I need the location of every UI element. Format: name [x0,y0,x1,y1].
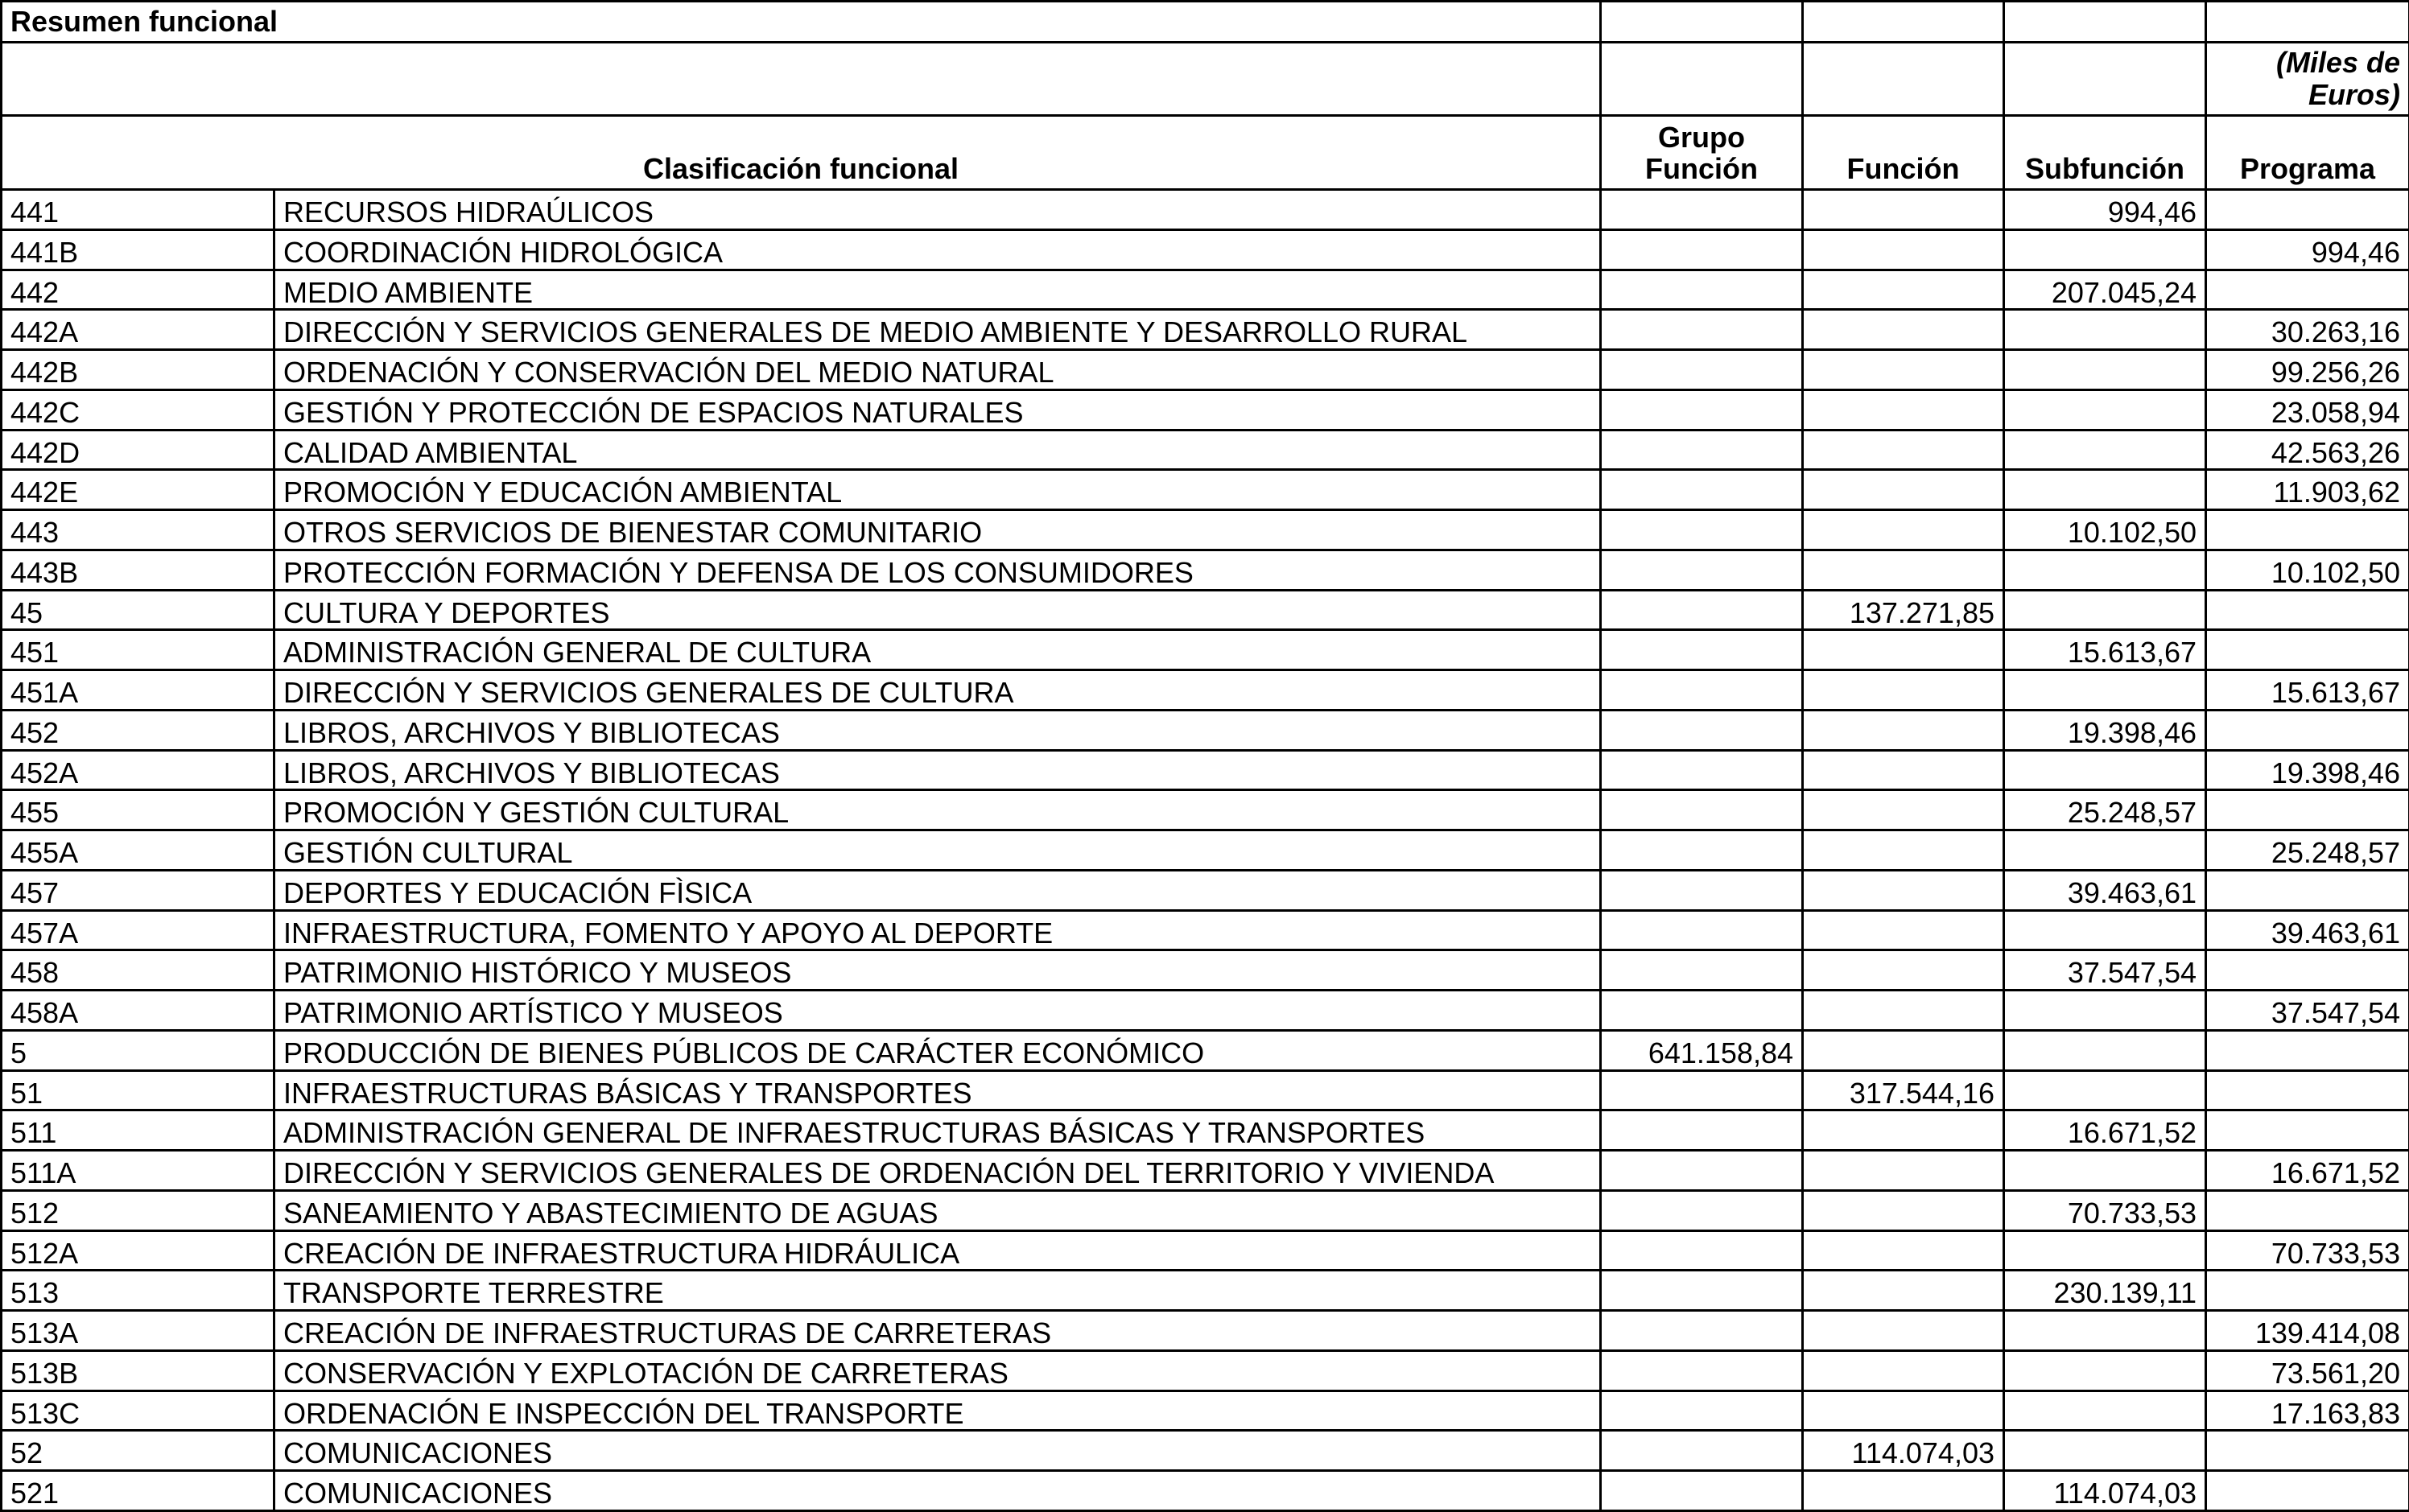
programa-cell: 994,46 [2206,229,2409,270]
grupo-funcion-cell [1601,550,1803,590]
programa-cell: 23.058,94 [2206,389,2409,430]
funcion-cell: 137.271,85 [1803,590,2004,630]
funcion-cell [1803,1350,2004,1390]
empty-cell [2004,2,2206,43]
funcion-cell [1803,350,2004,390]
subfuncion-cell: 39.463,61 [2004,870,2206,910]
table-row [2,870,2409,910]
subfuncion-cell [2004,229,2206,270]
table-row [2,1190,2409,1230]
table-row [2,1431,2409,1471]
grupo-funcion-cell [1601,1350,1803,1390]
grupo-funcion-cell [1601,1431,1803,1471]
description-cell: ORDENACIÓN E INSPECCIÓN DEL TRANSPORTE [274,1390,1601,1431]
funcion-cell [1803,1110,2004,1151]
funcion-cell [1803,950,2004,991]
code-cell: 511A [2,1151,274,1191]
code-cell: 452 [2,710,274,750]
funcion-cell [1803,910,2004,950]
code-cell: 513B [2,1350,274,1390]
description-cell: CREACIÓN DE INFRAESTRUCTURA HIDRÁULICA [274,1230,1601,1271]
title-row [2,2,2409,43]
grupo-funcion-cell [1601,229,1803,270]
subfuncion-cell [2004,1030,2206,1070]
description-cell: LIBROS, ARCHIVOS Y BIBLIOTECAS [274,710,1601,750]
grupo-funcion-cell [1601,910,1803,950]
subfuncion-cell [2004,750,2206,790]
code-cell: 442A [2,310,274,350]
funcion-cell [1803,790,2004,830]
grupo-funcion-cell [1601,270,1803,310]
programa-cell [2206,1190,2409,1230]
grupo-funcion-cell [1601,350,1803,390]
grupo-funcion-cell [1601,1271,1803,1311]
programa-cell [2206,1070,2409,1110]
empty-cell [1803,43,2004,116]
description-cell: DIRECCIÓN Y SERVICIOS GENERALES DE ORDENACIÓN DEL TERRITORIO Y VIVIENDA [274,1151,1601,1191]
funcion-cell: 114.074,03 [1803,1431,2004,1471]
programa-cell: 42.563,26 [2206,430,2409,470]
programa-cell [2206,270,2409,310]
table-row [2,670,2409,711]
grupo-funcion-cell [1601,1110,1803,1151]
funcion-cell [1803,270,2004,310]
programa-cell: 70.733,53 [2206,1230,2409,1271]
subfuncion-cell [2004,991,2206,1031]
empty-cell [2206,2,2409,43]
description-cell: RECURSOS HIDRAÚLICOS [274,190,1601,230]
grupo-funcion-cell [1601,1471,1803,1511]
funcion-cell [1803,1271,2004,1311]
funcion-cell [1803,670,2004,711]
grupo-funcion-cell [1601,1311,1803,1351]
table-row [2,350,2409,390]
code-cell: 512A [2,1230,274,1271]
table-row [2,1230,2409,1271]
subfuncion-cell: 994,46 [2004,190,2206,230]
programa-cell: 99.256,26 [2206,350,2409,390]
subfuncion-cell [2004,1350,2206,1390]
code-cell: 443B [2,550,274,590]
grupo-funcion-cell [1601,310,1803,350]
programa-cell: 37.547,54 [2206,991,2409,1031]
code-cell: 52 [2,1431,274,1471]
code-cell: 45 [2,590,274,630]
grupo-funcion-cell [1601,1151,1803,1191]
subfuncion-cell [2004,830,2206,871]
funcion-cell [1803,229,2004,270]
code-cell: 513 [2,1271,274,1311]
subfuncion-cell [2004,470,2206,510]
table-row [2,470,2409,510]
code-cell: 443 [2,510,274,550]
empty-cell [1601,43,1803,116]
grupo-funcion-cell [1601,630,1803,670]
description-cell: OTROS SERVICIOS DE BIENESTAR COMUNITARIO [274,510,1601,550]
subfuncion-cell: 37.547,54 [2004,950,2206,991]
table-row [2,229,2409,270]
table-row [2,1151,2409,1191]
subfuncion-cell: 25.248,57 [2004,790,2206,830]
grupo-funcion-cell [1601,430,1803,470]
grupo-funcion-cell: 641.158,84 [1601,1030,1803,1070]
description-cell: ADMINISTRACIÓN GENERAL DE INFRAESTRUCTURAS BÁSICAS Y TRANSPORTES [274,1110,1601,1151]
subfuncion-cell [2004,550,2206,590]
subfuncion-cell: 19.398,46 [2004,710,2206,750]
table-row [2,710,2409,750]
description-cell: COMUNICACIONES [274,1431,1601,1471]
description-cell: GESTIÓN CULTURAL [274,830,1601,871]
programa-cell [2206,1431,2409,1471]
programa-cell: 17.163,83 [2206,1390,2409,1431]
subfuncion-cell [2004,350,2206,390]
grupo-funcion-cell [1601,510,1803,550]
description-cell: ORDENACIÓN Y CONSERVACIÓN DEL MEDIO NATURAL [274,350,1601,390]
description-cell: GESTIÓN Y PROTECCIÓN DE ESPACIOS NATURALES [274,389,1601,430]
code-cell: 441B [2,229,274,270]
table-row [2,550,2409,590]
code-cell: 458A [2,991,274,1031]
table-row [2,1271,2409,1311]
programa-cell [2206,590,2409,630]
table-row [2,790,2409,830]
funcion-cell [1803,389,2004,430]
description-cell: CONSERVACIÓN Y EXPLOTACIÓN DE CARRETERAS [274,1350,1601,1390]
description-cell: CULTURA Y DEPORTES [274,590,1601,630]
programa-cell [2206,1471,2409,1511]
code-cell: 511 [2,1110,274,1151]
programa-cell: 25.248,57 [2206,830,2409,871]
table-row [2,1311,2409,1351]
code-cell: 51 [2,1070,274,1110]
header-clasificacion: Clasificación funcional [2,116,1601,190]
description-cell: DIRECCIÓN Y SERVICIOS GENERALES DE MEDIO AMBIENTE Y DESARROLLO RURAL [274,310,1601,350]
programa-cell: 19.398,46 [2206,750,2409,790]
grupo-funcion-cell [1601,991,1803,1031]
programa-cell: 139.414,08 [2206,1311,2409,1351]
code-cell: 458 [2,950,274,991]
programa-cell [2206,1271,2409,1311]
description-cell: SANEAMIENTO Y ABASTECIMIENTO DE AGUAS [274,1190,1601,1230]
code-cell: 521 [2,1471,274,1511]
code-cell: 441 [2,190,274,230]
grupo-funcion-cell [1601,1230,1803,1271]
grupo-funcion-cell [1601,1390,1803,1431]
description-cell: PROMOCIÓN Y EDUCACIÓN AMBIENTAL [274,470,1601,510]
code-cell: 455A [2,830,274,871]
table-row [2,389,2409,430]
programa-cell [2206,950,2409,991]
subfuncion-cell [2004,310,2206,350]
grupo-funcion-cell [1601,710,1803,750]
funcion-cell [1803,1030,2004,1070]
table-row [2,991,2409,1031]
code-cell: 457A [2,910,274,950]
grupo-funcion-cell [1601,750,1803,790]
description-cell: COMUNICACIONES [274,1471,1601,1511]
table-row [2,630,2409,670]
grupo-funcion-cell [1601,950,1803,991]
grupo-funcion-cell [1601,389,1803,430]
units-row [2,43,2409,116]
description-cell: MEDIO AMBIENTE [274,270,1601,310]
description-cell: LIBROS, ARCHIVOS Y BIBLIOTECAS [274,750,1601,790]
header-grupo-funcion: Grupo Función [1601,116,1803,190]
programa-cell [2206,790,2409,830]
subfuncion-cell: 70.733,53 [2004,1190,2206,1230]
code-cell: 457 [2,870,274,910]
subfuncion-cell [2004,910,2206,950]
description-cell: DIRECCIÓN Y SERVICIOS GENERALES DE CULTURA [274,670,1601,711]
description-cell: DEPORTES Y EDUCACIÓN FÌSICA [274,870,1601,910]
subfuncion-cell [2004,389,2206,430]
funcion-cell [1803,1230,2004,1271]
code-cell: 442D [2,430,274,470]
funcion-cell [1803,750,2004,790]
empty-cell [1601,2,1803,43]
description-cell: INFRAESTRUCTURA, FOMENTO Y APOYO AL DEPORTE [274,910,1601,950]
code-cell: 455 [2,790,274,830]
programa-cell [2206,630,2409,670]
table-row [2,910,2409,950]
subfuncion-cell: 230.139,11 [2004,1271,2206,1311]
table-row [2,1030,2409,1070]
description-cell: PROTECCIÓN FORMACIÓN Y DEFENSA DE LOS CONSUMIDORES [274,550,1601,590]
description-cell: TRANSPORTE TERRESTRE [274,1271,1601,1311]
description-cell: INFRAESTRUCTURAS BÁSICAS Y TRANSPORTES [274,1070,1601,1110]
table-body [2,2,2409,1511]
code-cell: 452A [2,750,274,790]
subfuncion-cell: 10.102,50 [2004,510,2206,550]
header-programa: Programa [2206,116,2409,190]
programa-cell [2206,1110,2409,1151]
header-subfuncion: Subfunción [2004,116,2206,190]
code-cell: 451A [2,670,274,711]
subfuncion-cell: 114.074,03 [2004,1471,2206,1511]
funcion-cell [1803,1311,2004,1351]
code-cell: 512 [2,1190,274,1230]
programa-cell [2206,870,2409,910]
table-title: Resumen funcional [2,2,1601,43]
grupo-funcion-cell [1601,1070,1803,1110]
grupo-funcion-cell [1601,670,1803,711]
description-cell: PROMOCIÓN Y GESTIÓN CULTURAL [274,790,1601,830]
table-row [2,1350,2409,1390]
programa-cell [2206,1030,2409,1070]
funcion-cell [1803,630,2004,670]
grupo-funcion-cell [1601,590,1803,630]
funcion-cell [1803,190,2004,230]
table-row [2,270,2409,310]
funcion-cell: 317.544,16 [1803,1070,2004,1110]
empty-cell [1803,2,2004,43]
funcion-cell [1803,310,2004,350]
grupo-funcion-cell [1601,790,1803,830]
funcion-cell [1803,1190,2004,1230]
subfuncion-cell [2004,1070,2206,1110]
funcion-cell [1803,550,2004,590]
table-row [2,950,2409,991]
grupo-funcion-cell [1601,830,1803,871]
table-row [2,590,2409,630]
table-row [2,1390,2409,1431]
empty-cell [2,43,1601,116]
funcion-cell [1803,870,2004,910]
table-row [2,1471,2409,1511]
description-cell: PRODUCCIÓN DE BIENES PÚBLICOS DE CARÁCTER ECONÓMICO [274,1030,1601,1070]
header-funcion: Función [1803,116,2004,190]
code-cell: 5 [2,1030,274,1070]
description-cell: PATRIMONIO ARTÍSTICO Y MUSEOS [274,991,1601,1031]
description-cell: CALIDAD AMBIENTAL [274,430,1601,470]
funcion-cell [1803,1471,2004,1511]
subfuncion-cell [2004,670,2206,711]
subfuncion-cell: 16.671,52 [2004,1110,2206,1151]
funcion-cell [1803,430,2004,470]
subfuncion-cell: 207.045,24 [2004,270,2206,310]
programa-cell: 10.102,50 [2206,550,2409,590]
table-row [2,830,2409,871]
funcion-cell [1803,830,2004,871]
subfuncion-cell [2004,1151,2206,1191]
table-row [2,310,2409,350]
programa-cell: 15.613,67 [2206,670,2409,711]
funcion-cell [1803,710,2004,750]
programa-cell: 16.671,52 [2206,1151,2409,1191]
description-cell: ADMINISTRACIÓN GENERAL DE CULTURA [274,630,1601,670]
subfuncion-cell [2004,1311,2206,1351]
code-cell: 513A [2,1311,274,1351]
code-cell: 451 [2,630,274,670]
subfuncion-cell [2004,590,2206,630]
subfuncion-cell [2004,1431,2206,1471]
grupo-funcion-cell [1601,190,1803,230]
code-cell: 513C [2,1390,274,1431]
funcion-cell [1803,470,2004,510]
subfuncion-cell: 15.613,67 [2004,630,2206,670]
programa-cell: 73.561,20 [2206,1350,2409,1390]
programa-cell [2206,710,2409,750]
programa-cell: 11.903,62 [2206,470,2409,510]
code-cell: 442 [2,270,274,310]
table-row [2,1070,2409,1110]
funcion-cell [1803,510,2004,550]
programa-cell [2206,510,2409,550]
code-cell: 442B [2,350,274,390]
table-row [2,1110,2409,1151]
grupo-funcion-cell [1601,1190,1803,1230]
description-cell: CREACIÓN DE INFRAESTRUCTURAS DE CARRETERAS [274,1311,1601,1351]
units-label: (Miles de Euros) [2206,43,2409,116]
grupo-funcion-cell [1601,870,1803,910]
code-cell: 442C [2,389,274,430]
table-row [2,430,2409,470]
code-cell: 442E [2,470,274,510]
subfuncion-cell [2004,1230,2206,1271]
table-row [2,510,2409,550]
funcion-cell [1803,1151,2004,1191]
empty-cell [2004,43,2206,116]
programa-cell: 30.263,16 [2206,310,2409,350]
funcion-cell [1803,1390,2004,1431]
description-cell: PATRIMONIO HISTÓRICO Y MUSEOS [274,950,1601,991]
programa-cell [2206,190,2409,230]
subfuncion-cell [2004,430,2206,470]
subfuncion-cell [2004,1390,2206,1431]
funcion-cell [1803,991,2004,1031]
programa-cell: 39.463,61 [2206,910,2409,950]
table-row [2,190,2409,230]
grupo-funcion-cell [1601,470,1803,510]
header-row [2,116,2409,190]
table-row [2,750,2409,790]
description-cell: COORDINACIÓN HIDROLÓGICA [274,229,1601,270]
